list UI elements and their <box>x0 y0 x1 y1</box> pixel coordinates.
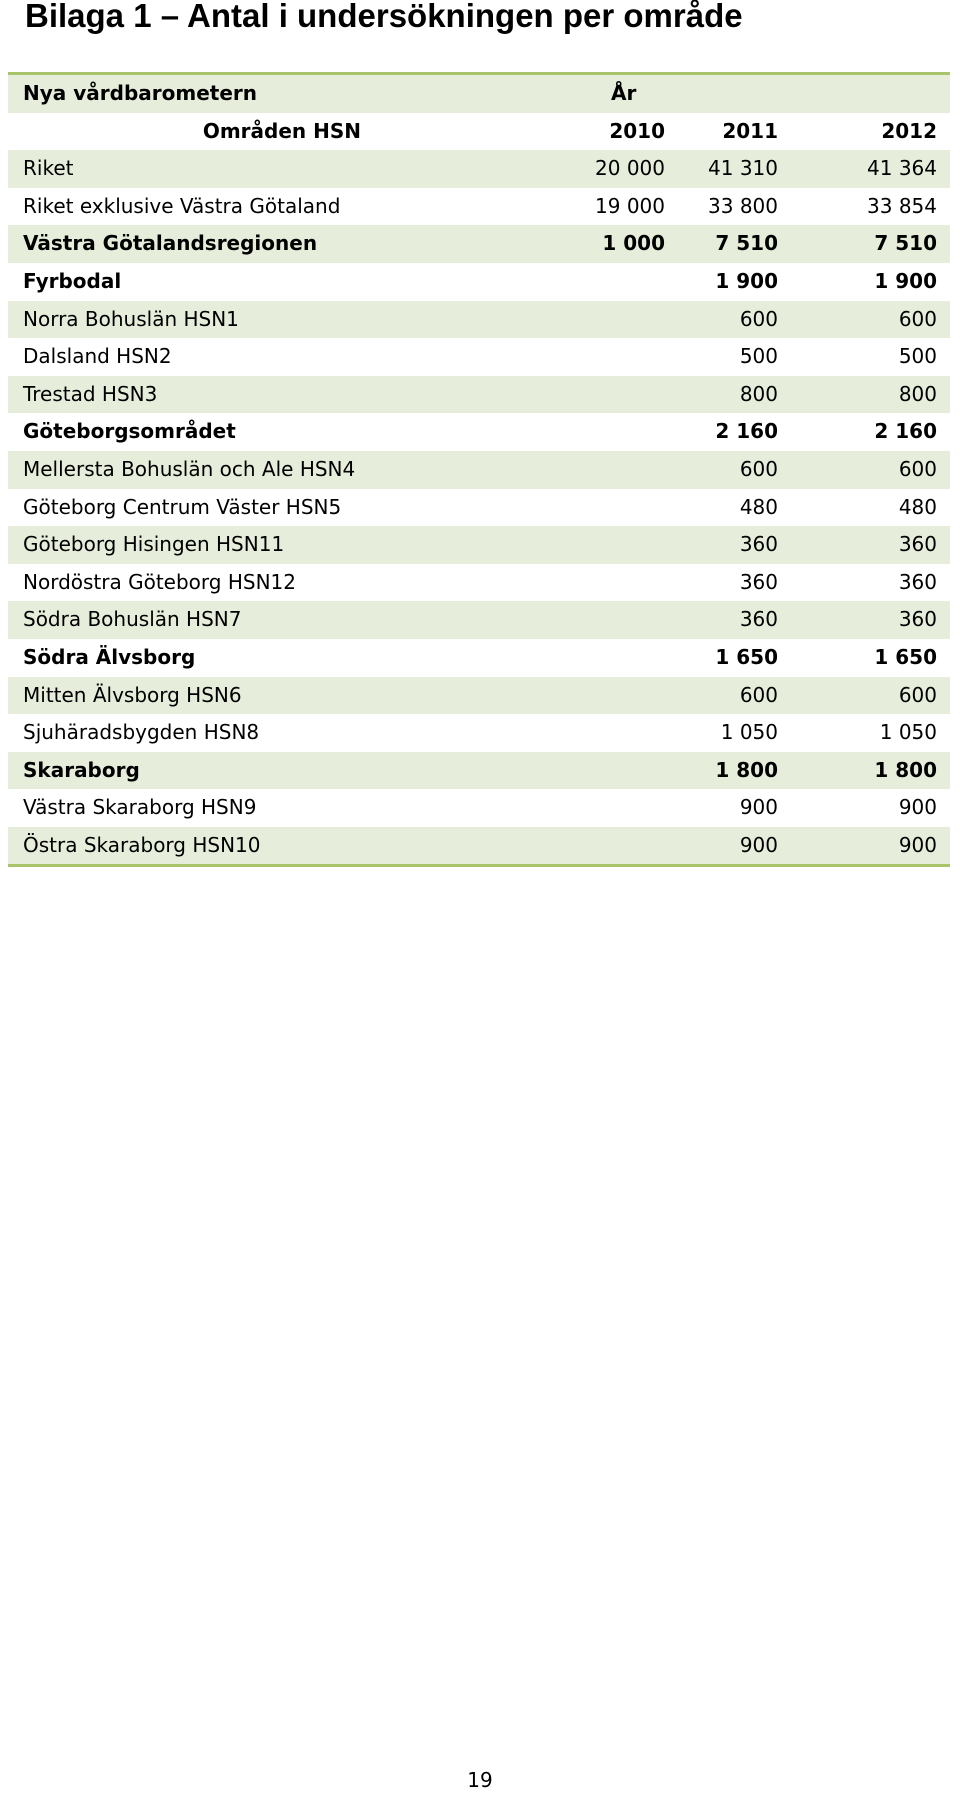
value-2011-cell: 900 <box>739 795 778 820</box>
area-cell: Södra Bohuslän HSN7 <box>23 607 242 632</box>
area-cell: Göteborg Centrum Väster HSN5 <box>23 494 342 519</box>
table-row <box>8 338 950 376</box>
value-2011-cell: 900 <box>739 832 778 857</box>
area-cell: Östra Skaraborg HSN10 <box>23 832 261 857</box>
year-header: År <box>611 81 637 105</box>
value-2012-cell: 600 <box>898 682 937 707</box>
area-cell: Dalsland HSN2 <box>23 344 172 369</box>
survey-count-table <box>8 72 950 867</box>
table-row <box>8 263 950 301</box>
page-heading: Bilaga 1 – Antal i undersökningen per område <box>25 0 743 34</box>
table-row <box>8 752 950 790</box>
page-number: 19 <box>467 1768 493 1792</box>
table-row <box>8 564 950 602</box>
year-2010-header: 2010 <box>609 118 665 143</box>
value-2012-cell: 600 <box>898 306 937 331</box>
value-2011-cell: 360 <box>739 532 778 557</box>
table-row <box>8 789 950 827</box>
value-2012-cell: 1 050 <box>879 720 937 745</box>
value-2012-cell: 480 <box>898 494 937 519</box>
value-2012-cell: 7 510 <box>874 231 937 256</box>
value-2012-cell: 360 <box>898 569 937 594</box>
value-2012-cell: 33 854 <box>867 193 937 218</box>
year-2011-header: 2011 <box>722 118 778 143</box>
value-2012-cell: 2 160 <box>874 419 937 444</box>
value-2011-cell: 360 <box>739 607 778 632</box>
area-cell: Norra Bohuslän HSN1 <box>23 306 239 331</box>
value-2010-cell: 20 000 <box>595 156 665 181</box>
value-2011-cell: 360 <box>739 569 778 594</box>
area-cell: Göteborgsområdet <box>23 419 236 444</box>
table-header-row <box>8 113 950 151</box>
table-row <box>8 526 950 564</box>
area-cell: Göteborg Hisingen HSN11 <box>23 532 285 557</box>
area-cell: Mellersta Bohuslän och Ale HSN4 <box>23 456 356 481</box>
table-body <box>8 150 950 864</box>
value-2012-cell: 360 <box>898 607 937 632</box>
table-row <box>8 827 950 865</box>
area-cell: Södra Älvsborg <box>23 644 196 669</box>
value-2012-cell: 41 364 <box>867 156 937 181</box>
area-cell: Riket exklusive Västra Götaland <box>23 193 341 218</box>
area-cell: Västra Skaraborg HSN9 <box>23 795 257 820</box>
table-row <box>8 150 950 188</box>
table-row <box>8 639 950 677</box>
value-2011-cell: 41 310 <box>708 156 778 181</box>
area-header: Områden HSN <box>202 118 361 143</box>
area-cell: Trestad HSN3 <box>23 381 158 406</box>
value-2011-cell: 7 510 <box>715 231 778 256</box>
area-cell: Skaraborg <box>23 757 140 782</box>
value-2011-cell: 500 <box>739 344 778 369</box>
area-cell: Västra Götalandsregionen <box>23 231 318 256</box>
value-2011-cell: 600 <box>739 306 778 331</box>
table-row <box>8 188 950 226</box>
table-row <box>8 413 950 451</box>
table-row <box>8 489 950 527</box>
value-2012-cell: 900 <box>898 832 937 857</box>
year-2012-header: 2012 <box>881 118 937 143</box>
value-2012-cell: 1 800 <box>874 757 937 782</box>
table-row <box>8 376 950 414</box>
area-cell: Nordöstra Göteborg HSN12 <box>23 569 296 594</box>
value-2011-cell: 1 050 <box>720 720 778 745</box>
value-2012-cell: 600 <box>898 456 937 481</box>
value-2010-cell: 1 000 <box>602 231 665 256</box>
area-cell: Mitten Älvsborg HSN6 <box>23 682 242 707</box>
value-2010-cell: 19 000 <box>595 193 665 218</box>
value-2012-cell: 1 650 <box>874 644 937 669</box>
value-2011-cell: 600 <box>739 456 778 481</box>
value-2011-cell: 1 650 <box>715 644 778 669</box>
value-2012-cell: 1 900 <box>874 268 937 293</box>
table-title-row <box>8 75 950 113</box>
area-cell: Riket <box>23 156 74 181</box>
table-row <box>8 301 950 339</box>
area-cell: Fyrbodal <box>23 268 122 293</box>
table-row <box>8 677 950 715</box>
value-2011-cell: 1 900 <box>715 268 778 293</box>
value-2012-cell: 500 <box>898 344 937 369</box>
value-2011-cell: 600 <box>739 682 778 707</box>
value-2012-cell: 800 <box>898 381 937 406</box>
value-2012-cell: 360 <box>898 532 937 557</box>
value-2011-cell: 800 <box>739 381 778 406</box>
value-2011-cell: 480 <box>739 494 778 519</box>
area-cell: Sjuhäradsbygden HSN8 <box>23 720 260 745</box>
value-2011-cell: 1 800 <box>715 757 778 782</box>
value-2012-cell: 900 <box>898 795 937 820</box>
table-title: Nya vårdbarometern <box>23 81 257 105</box>
value-2011-cell: 2 160 <box>715 419 778 444</box>
table-row <box>8 714 950 752</box>
value-2011-cell: 33 800 <box>708 193 778 218</box>
table-row <box>8 451 950 489</box>
table-row <box>8 225 950 263</box>
table-row <box>8 601 950 639</box>
